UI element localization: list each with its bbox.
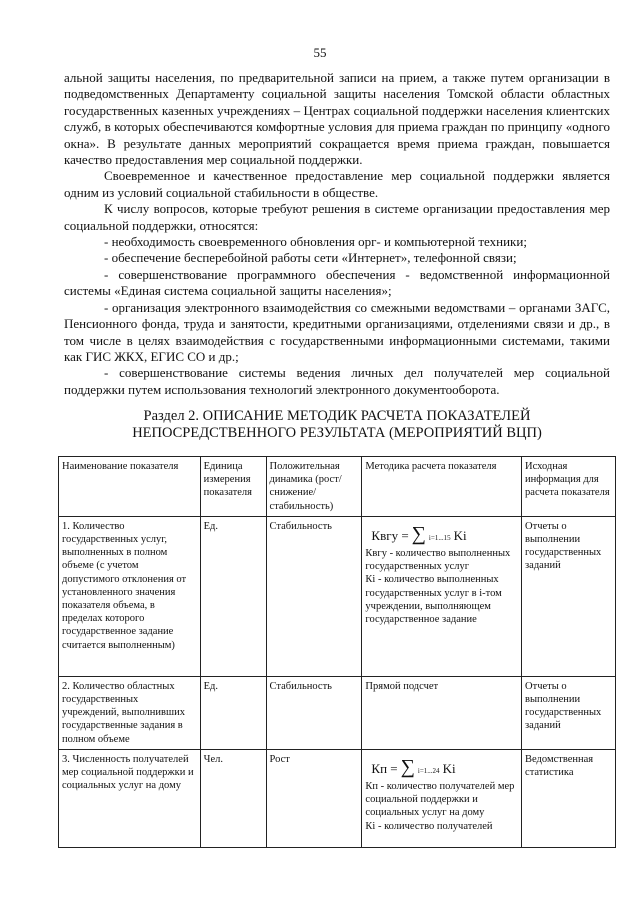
- method-description: Квгу - количество выполненных государственных услуг Кi - количество выполненных государственных услуг в i-том учреждении, выполняющем государственное задание: [365, 548, 511, 626]
- paragraph: К числу вопросов, которые требуют решения в системе организации предоставления мер социальной поддержки, относятся:: [64, 201, 610, 233]
- list-item: - обеспечение бесперебойной работы сети «Интернет», телефонной связи;: [104, 250, 517, 266]
- unit-cell: Ед.: [200, 516, 266, 676]
- unit-cell: Чел.: [200, 749, 266, 847]
- dynamics-cell: Стабильность: [266, 676, 362, 749]
- list-item: - совершенствование программного обеспечения - ведомственной информационной системы «Единая система социальной защиты населения»;: [64, 266, 610, 299]
- column-header: Единица измерения показателя: [200, 457, 266, 517]
- unit-cell: Ед.: [200, 676, 266, 749]
- indicators-table: [58, 456, 616, 848]
- list-item: - совершенствование системы ведения личных дел получателей мер социальной поддержки путем использования технологий электронного документооборота.: [64, 365, 610, 397]
- dynamics-cell: Стабильность: [266, 516, 362, 676]
- column-header: Методика расчета показателя: [362, 457, 522, 517]
- formula-lhs: Квгу =: [371, 527, 409, 543]
- sum-icon: ∑: [400, 755, 415, 778]
- column-header: Положительная динамика (рост/снижение/стабильность): [266, 457, 362, 517]
- formula-rhs: Ki: [453, 527, 467, 543]
- formula-index: i=1...15: [428, 533, 451, 542]
- method-description: Кп - количество получателей мер социальной поддержки и социальных услуг на дому Кi - количество получателей: [365, 781, 515, 832]
- body-text: [64, 70, 610, 398]
- formula-lhs: Кп =: [371, 760, 398, 776]
- table-row: [59, 516, 616, 676]
- table-row: [59, 676, 616, 749]
- section-title: [64, 408, 610, 442]
- method-cell: [362, 749, 522, 847]
- table-header-row: [59, 457, 616, 517]
- paragraph: альной защиты населения, по предварительной записи на прием, а также путем организации в подведомственных Департаменту социальной защиты населения Томской области областных государственных казенных учреждениях – Центрах социальной поддержки населения клиентских служб, в которых обеспечиваются комфортные условия для приема граждан по принципу «одного окна». В результате данных мероприятий сокращается время приема граждан, повышается качество предоставления мер социальной поддержки.: [64, 70, 610, 168]
- source-cell: Отчеты о выполнении государственных заданий: [522, 676, 616, 749]
- column-header: Наименование показателя: [59, 457, 201, 517]
- indicator-name-cell: 2. Количество областных государственных учреждений, выполнивших государственные задания в полном объеме: [59, 676, 201, 749]
- formula-index: i=1...24: [417, 766, 440, 775]
- list-item: - необходимость своевременного обновления орг- и компьютерной техники;: [104, 234, 527, 250]
- source-cell: Ведомственная статистика: [522, 749, 616, 847]
- column-header: Исходная информация для расчета показателя: [522, 457, 616, 517]
- method-cell: Прямой подсчет: [362, 676, 522, 749]
- table-row: [59, 749, 616, 847]
- paragraph: Своевременное и качественное предоставление мер социальной поддержки является одним из условий социальной стабильности в обществе.: [64, 168, 610, 200]
- indicator-name-cell: 1. Количество государственных услуг, выполненных в полном объеме (с учетом допустимого отклонения от установленного значения показателя объема, в пределах которого государственное задание считается выполненным): [59, 516, 201, 676]
- page-number: 55: [313, 45, 327, 60]
- formula: [371, 755, 518, 778]
- source-cell: Отчеты о выполнении государственных заданий: [522, 516, 616, 676]
- section-title-line: Раздел 2. ОПИСАНИЕ МЕТОДИК РАСЧЕТА ПОКАЗАТЕЛЕЙ: [143, 408, 531, 424]
- section-title-line: НЕПОСРЕДСТВЕННОГО РЕЗУЛЬТАТА (МЕРОПРИЯТИЙ ВЦП): [132, 425, 542, 441]
- formula-rhs: Ki: [442, 760, 456, 776]
- formula: [371, 522, 518, 545]
- list-item: - организация электронного взаимодействия со смежными ведомствами – органами ЗАГС, Пенсионного фонда, труда и занятости, кредитными организациями, отделениями связи и др., в том числе в целях взаимодействия с государственными информационными системами, такими как ГИС ЖКХ, ЕГИС СО и др.;: [64, 299, 610, 364]
- dynamics-cell: Рост: [266, 749, 362, 847]
- method-cell: [362, 516, 522, 676]
- indicator-name-cell: 3. Численность получателей мер социальной поддержки и социальных услуг на дому: [59, 749, 201, 847]
- sum-icon: ∑: [411, 522, 426, 545]
